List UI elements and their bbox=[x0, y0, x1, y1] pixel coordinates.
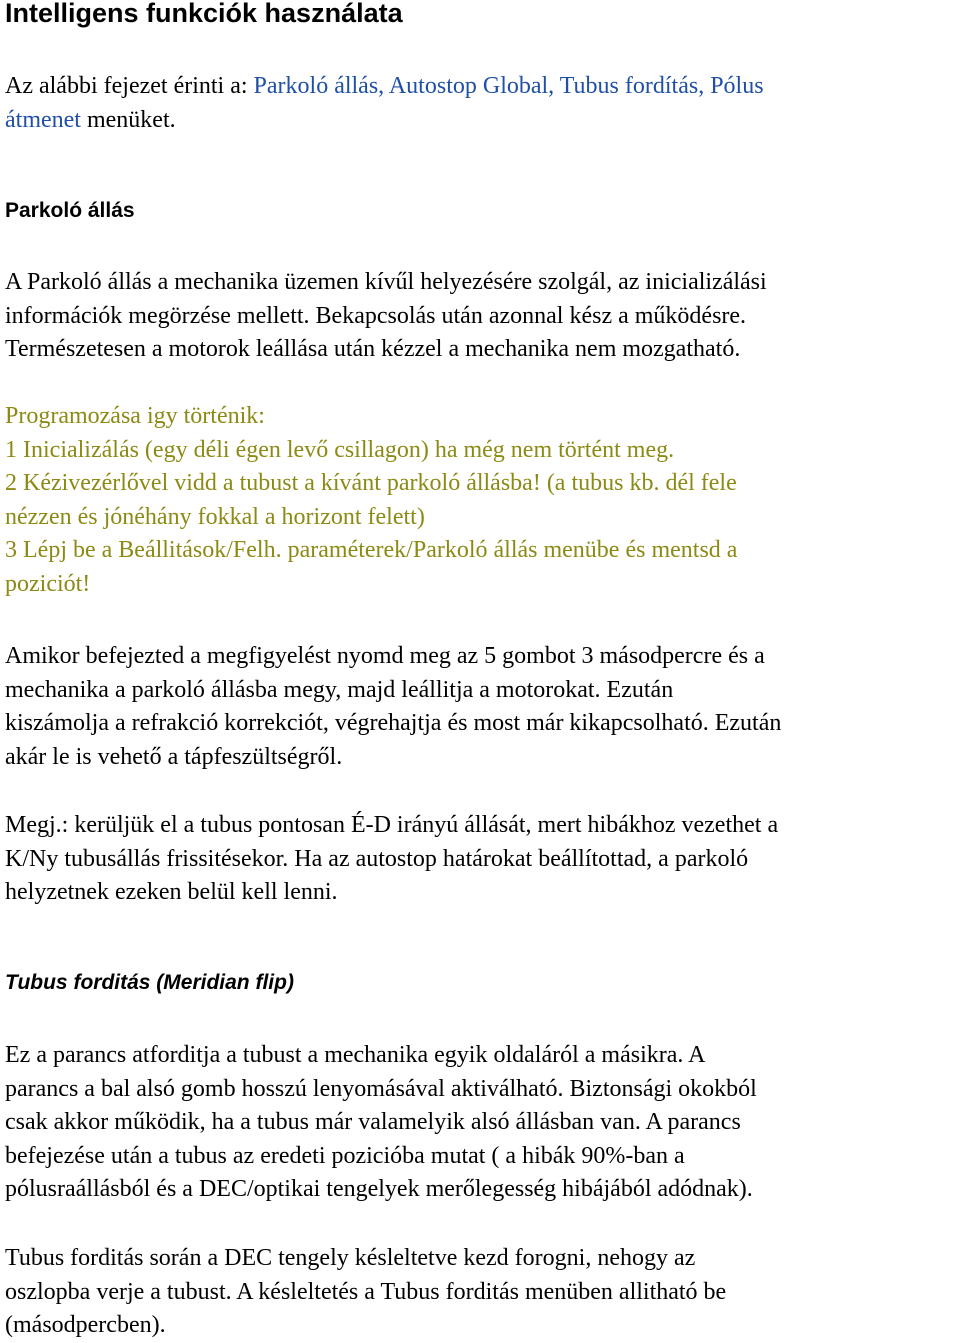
text-line: helyzetnek ezeken belül kell lenni. bbox=[5, 879, 338, 905]
flip-paragraph-1 bbox=[5, 1039, 955, 1207]
text-line: 3 Lépj be a Beállitások/Felh. paraméterek/Parkoló állás menübe és mentsd a bbox=[5, 537, 738, 563]
text-line: oszlopba verje a tubust. A késleltetés a Tubus forditás menüben allitható be bbox=[5, 1278, 727, 1305]
text-line: Ez a parancs atforditja a tubust a mechanika egyik oldaláról a másikra. A bbox=[5, 1042, 706, 1068]
intro-menu-link-2[interactable]: átmenet bbox=[5, 106, 81, 133]
text-line: Megj.: kerüljük el a tubus pontosan É-D irányú állását, mert hibákhoz vezethet a bbox=[5, 812, 779, 838]
flip-paragraph-2 bbox=[5, 1242, 955, 1343]
text-line: mechanika a parkoló állásba megy, majd leállitja a motorokat. Ezután bbox=[5, 676, 674, 703]
text-line: nézzen és jónéhány fokkal a horizont felett) bbox=[5, 503, 425, 530]
text-line: A Parkoló állás a mechanika üzemen kívűl helyezésére szolgál, az inicializálási bbox=[5, 269, 767, 295]
intro-line-2 bbox=[5, 104, 955, 138]
heading-parkolo-allas: Parkoló állás bbox=[5, 199, 135, 222]
text-line: Természetesen a motorok leállása után kézzel a mechanika nem mozgatható. bbox=[5, 336, 741, 362]
parking-programming-steps bbox=[5, 400, 955, 601]
intro-menu-link[interactable]: Parkoló állás, Autostop Global, Tubus fordítás, Pólus bbox=[253, 73, 764, 99]
text-line: Tubus forditás során a DEC tengely késleltetve kezd forogni, nehogy az bbox=[5, 1245, 696, 1271]
text-line: információk megörzése mellett. Bekapcsolás után azonnal kész a működésre. bbox=[5, 302, 747, 329]
page-title: Intelligens funkciók használata bbox=[5, 0, 403, 28]
text-line: K/Ny tubusállás frissitésekor. Ha az autostop határokat beállítottad, a parkoló bbox=[5, 845, 749, 872]
text-line: kiszámolja a refrakció korrekciót, végrehajtja és most már kikapcsolható. Ezután bbox=[5, 710, 782, 736]
text-line: csak akkor működik, ha a tubus már valamelyik alsó állásban van. A parancs bbox=[5, 1109, 741, 1135]
parking-paragraph-3 bbox=[5, 640, 955, 774]
text-line: Amikor befejezted a megfigyelést nyomd meg az 5 gombot 3 másodpercre és a bbox=[5, 643, 765, 669]
heading-tubus-forditas: Tubus forditás (Meridian flip) bbox=[5, 971, 294, 994]
intro-line-1 bbox=[5, 70, 955, 104]
parking-note-paragraph bbox=[5, 809, 955, 910]
text-line: 2 Kézivezérlővel vidd a tubust a kívánt parkoló állásba! (a tubus kb. dél fele bbox=[5, 470, 737, 496]
text-line: Programozása igy történik: bbox=[5, 403, 265, 429]
text-line: parancs a bal alsó gomb hosszú lenyomásával aktiválható. Biztonsági okokból bbox=[5, 1075, 757, 1102]
text-line: akár le is vehető a tápfeszültségről. bbox=[5, 743, 343, 770]
intro-suffix: menüket. bbox=[80, 106, 176, 133]
intro-prefix: Az alábbi fejezet érinti a: bbox=[5, 73, 254, 99]
text-line: 1 Inicializálás (egy déli égen levő csillagon) ha még nem történt meg. bbox=[5, 436, 675, 463]
text-line: poziciót! bbox=[5, 570, 91, 597]
parking-paragraph-1 bbox=[5, 266, 955, 367]
text-line: (másodpercben). bbox=[5, 1312, 166, 1338]
text-line: befejezése után a tubus az eredeti pozicióba mutat ( a hibák 90%-ban a bbox=[5, 1142, 685, 1169]
intro-paragraph bbox=[5, 70, 955, 137]
text-line: pólusraállásból és a DEC/optikai tengelyek merőlegesség hibájából adódnak). bbox=[5, 1176, 753, 1202]
